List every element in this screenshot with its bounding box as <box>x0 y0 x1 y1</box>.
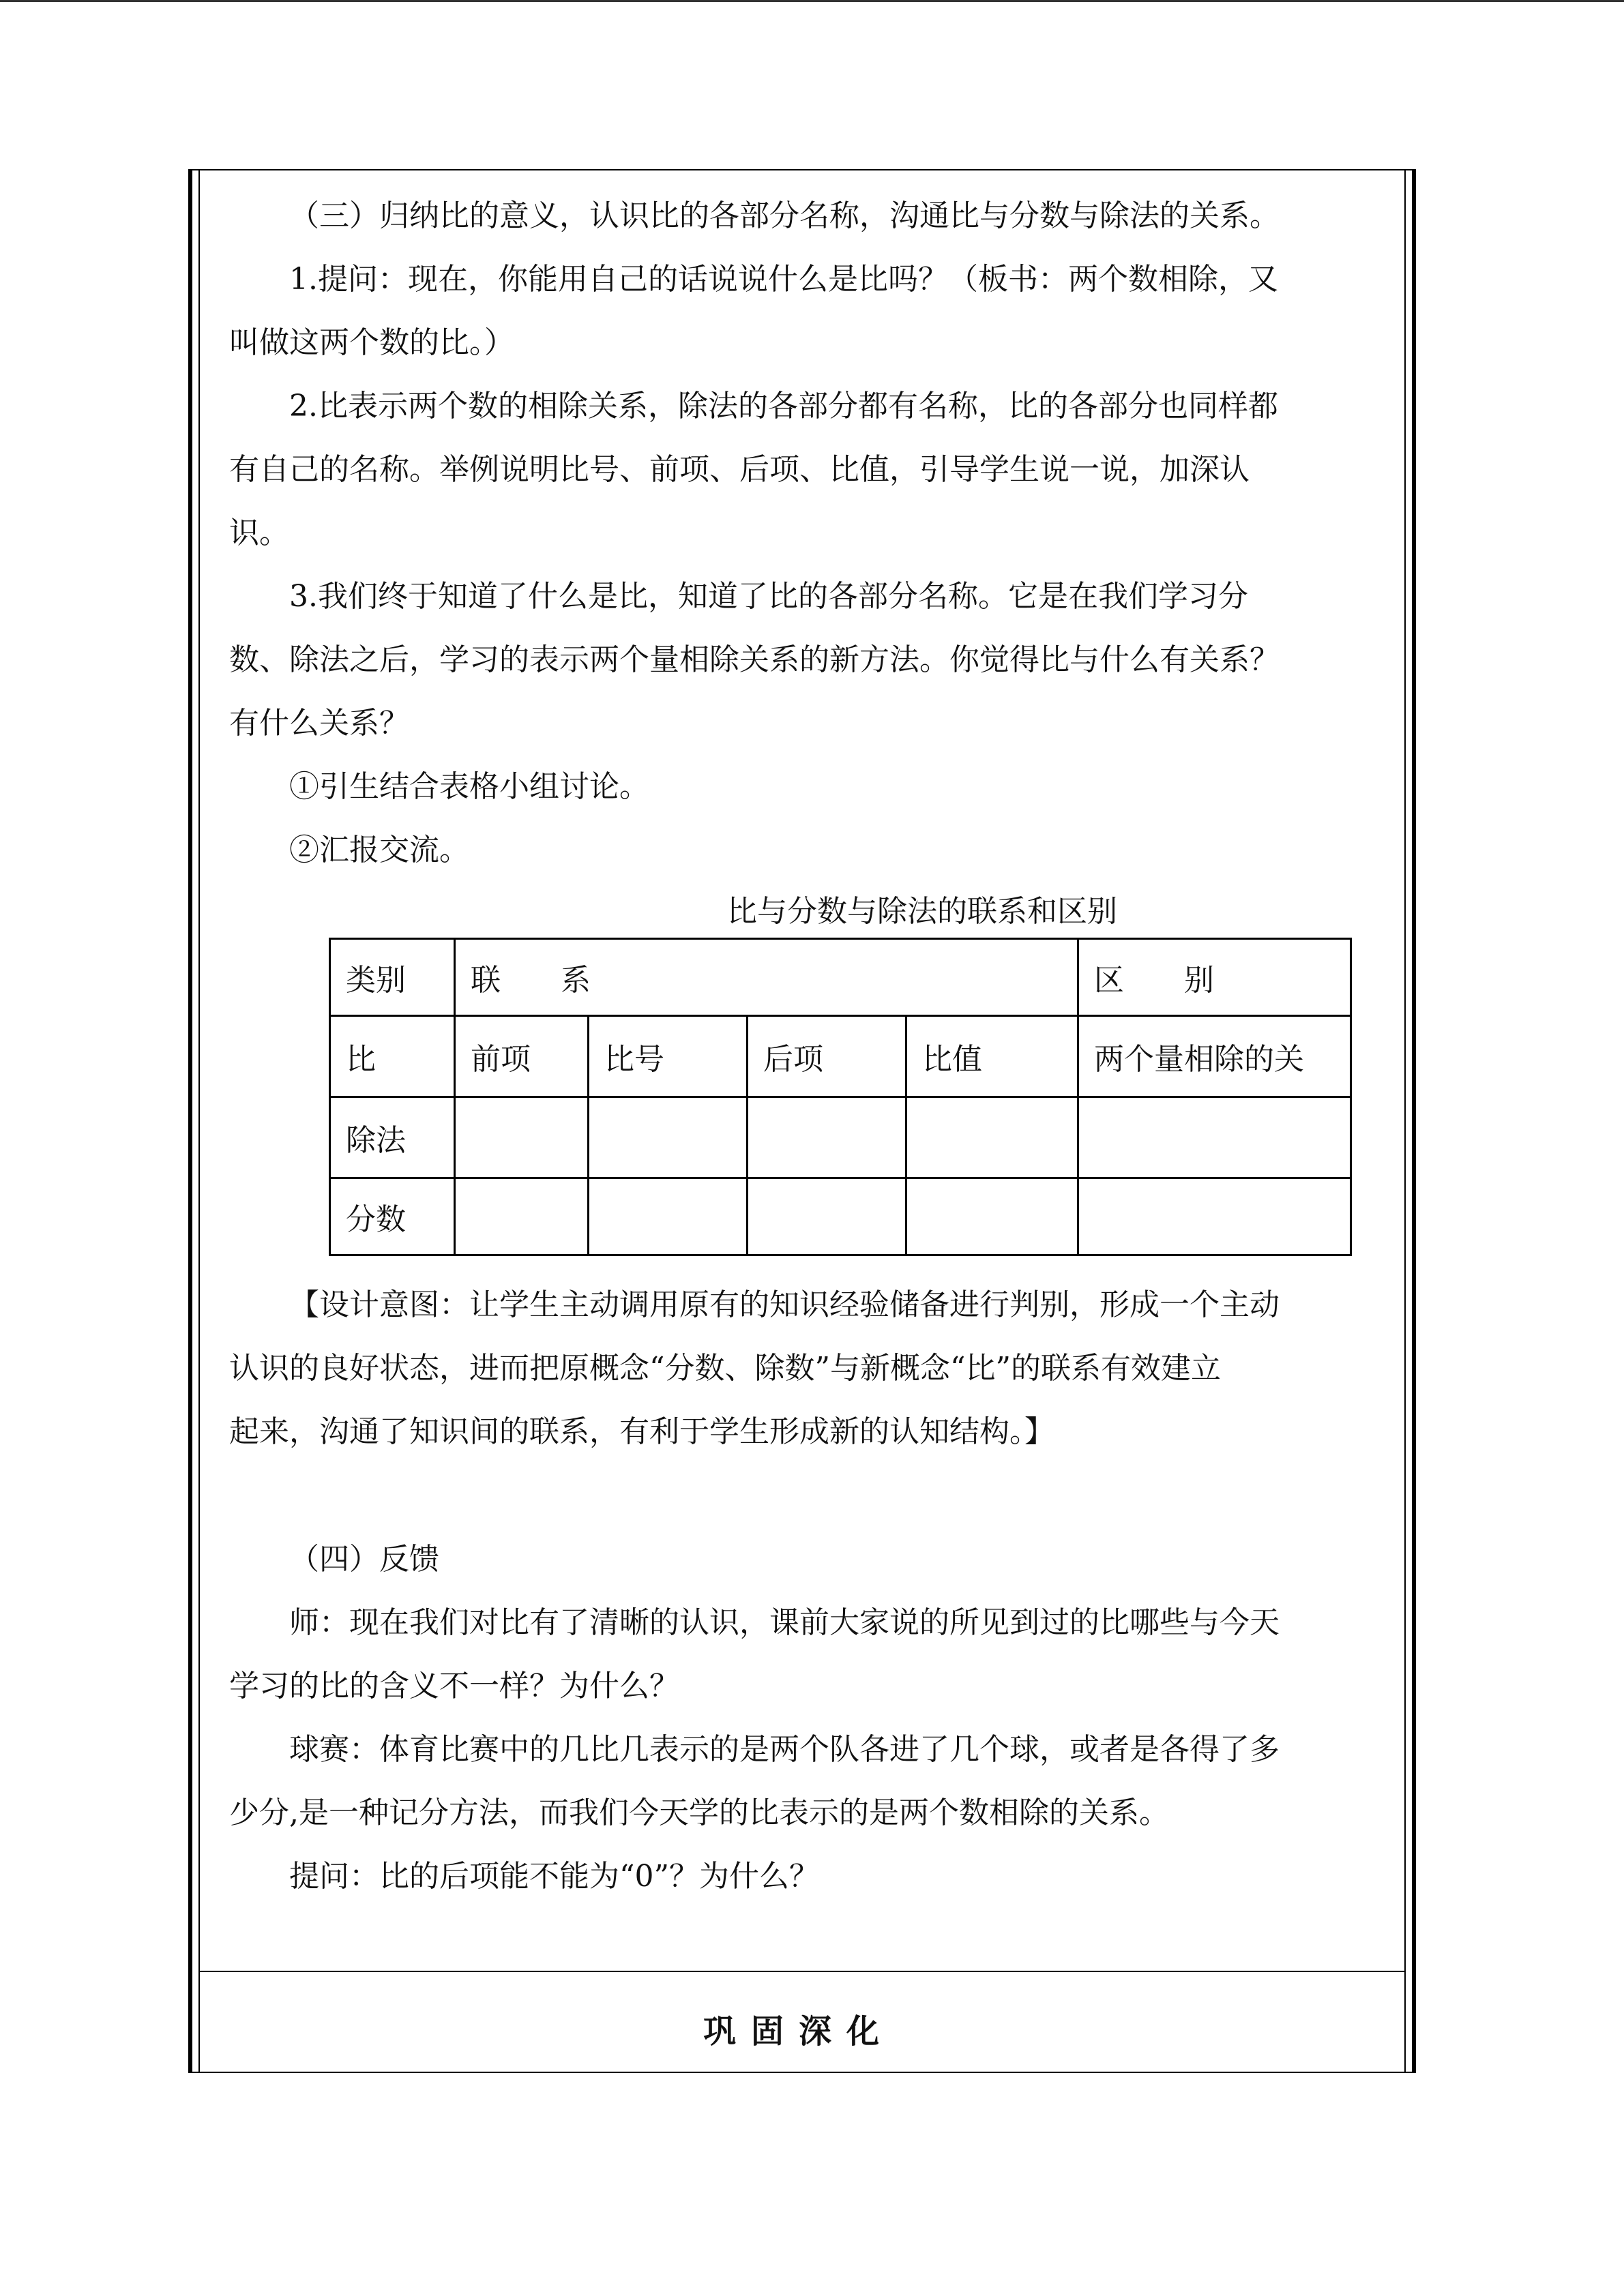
table-caption: 比与分数与除法的联系和区别 <box>727 894 1117 929</box>
table-cell <box>748 1178 906 1255</box>
paragraph: 提问：比的后项能不能为“0”？为什么？ <box>289 1859 819 1894</box>
paragraph: 师：现在我们对比有了清晰的认识，课前大家说的所见到过的比哪些与今天 <box>289 1605 1280 1640</box>
table-cell <box>455 1097 589 1178</box>
paragraph: 有什么关系？ <box>229 706 409 741</box>
table-cell: 后项 <box>748 1016 906 1097</box>
section-heading-4: （四）反馈 <box>289 1542 439 1577</box>
frame-inner-right-rule <box>1404 170 1406 2072</box>
paragraph: 球赛：体育比赛中的几比几表示的是两个队各进了几个球，或者是各得了多 <box>289 1732 1280 1767</box>
page-top-rule <box>0 0 1624 2</box>
lesson-plan-frame <box>188 169 1416 2073</box>
table-row <box>330 1178 1351 1255</box>
list-item: ②汇报交流。 <box>289 833 469 867</box>
paragraph: 叫做这两个数的比。） <box>229 325 514 360</box>
section-title: 巩固深化 <box>703 2012 894 2051</box>
paragraph: 3.我们终于知道了什么是比，知道了比的各部分名称。它是在我们学习分 <box>289 579 1248 614</box>
frame-inner-left-rule <box>198 170 200 2072</box>
table-cell <box>748 1097 906 1178</box>
table-cell: 前项 <box>455 1016 589 1097</box>
header-connection: 联 系 <box>455 939 1078 1016</box>
design-note: 认识的良好状态，进而把原概念“分数、除数”与新概念“比”的联系有效建立 <box>229 1351 1221 1386</box>
section-heading-3: （三）归纳比的意义，认识比的各部分名称，沟通比与分数与除法的关系。 <box>289 198 1280 233</box>
list-item: ①引生结合表格小组讨论。 <box>289 769 649 804</box>
paragraph: 识。 <box>229 516 289 550</box>
table-cell <box>1078 1097 1351 1178</box>
table-header-row <box>330 939 1351 1016</box>
design-note: 起来，沟通了知识间的联系，有利于学生形成新的认知结构。】 <box>229 1414 1054 1449</box>
table-cell: 比号 <box>589 1016 748 1097</box>
table-cell <box>906 1178 1078 1255</box>
table-cell: 比值 <box>906 1016 1078 1097</box>
design-note: 【设计意图：让学生主动调用原有的知识经验储备进行判别，形成一个主动 <box>289 1287 1280 1322</box>
section-divider <box>200 1971 1404 1972</box>
table-cell <box>1078 1178 1351 1255</box>
table-row <box>330 1097 1351 1178</box>
table-cell <box>589 1178 748 1255</box>
table-cell <box>906 1097 1078 1178</box>
paragraph: 少分,是一种记分方法，而我们今天学的比表示的是两个数相除的关系。 <box>229 1795 1169 1830</box>
table-cell: 两个量相除的关 <box>1078 1016 1351 1097</box>
paragraph: 数、除法之后，学习的表示两个量相除关系的新方法。你觉得比与什么有关系？ <box>229 642 1280 677</box>
paragraph: 有自己的名称。举例说明比号、前项、后项、比值，引导学生说一说，加深认 <box>229 452 1250 487</box>
table-cell: 除法 <box>330 1097 455 1178</box>
table-cell: 比 <box>330 1016 455 1097</box>
comparison-table <box>329 938 1352 1256</box>
table-cell <box>589 1097 748 1178</box>
paragraph: 2.比表示两个数的相除关系，除法的各部分都有名称，比的各部分也同样都 <box>289 389 1278 423</box>
paragraph: 学习的比的含义不一样？为什么？ <box>229 1669 679 1703</box>
header-category: 类别 <box>330 939 455 1016</box>
table-cell: 分数 <box>330 1178 455 1255</box>
header-difference: 区 别 <box>1078 939 1351 1016</box>
table-cell <box>455 1178 589 1255</box>
paragraph: 1.提问：现在，你能用自己的话说说什么是比吗？（板书：两个数相除，又 <box>289 262 1278 297</box>
table-row <box>330 1016 1351 1097</box>
